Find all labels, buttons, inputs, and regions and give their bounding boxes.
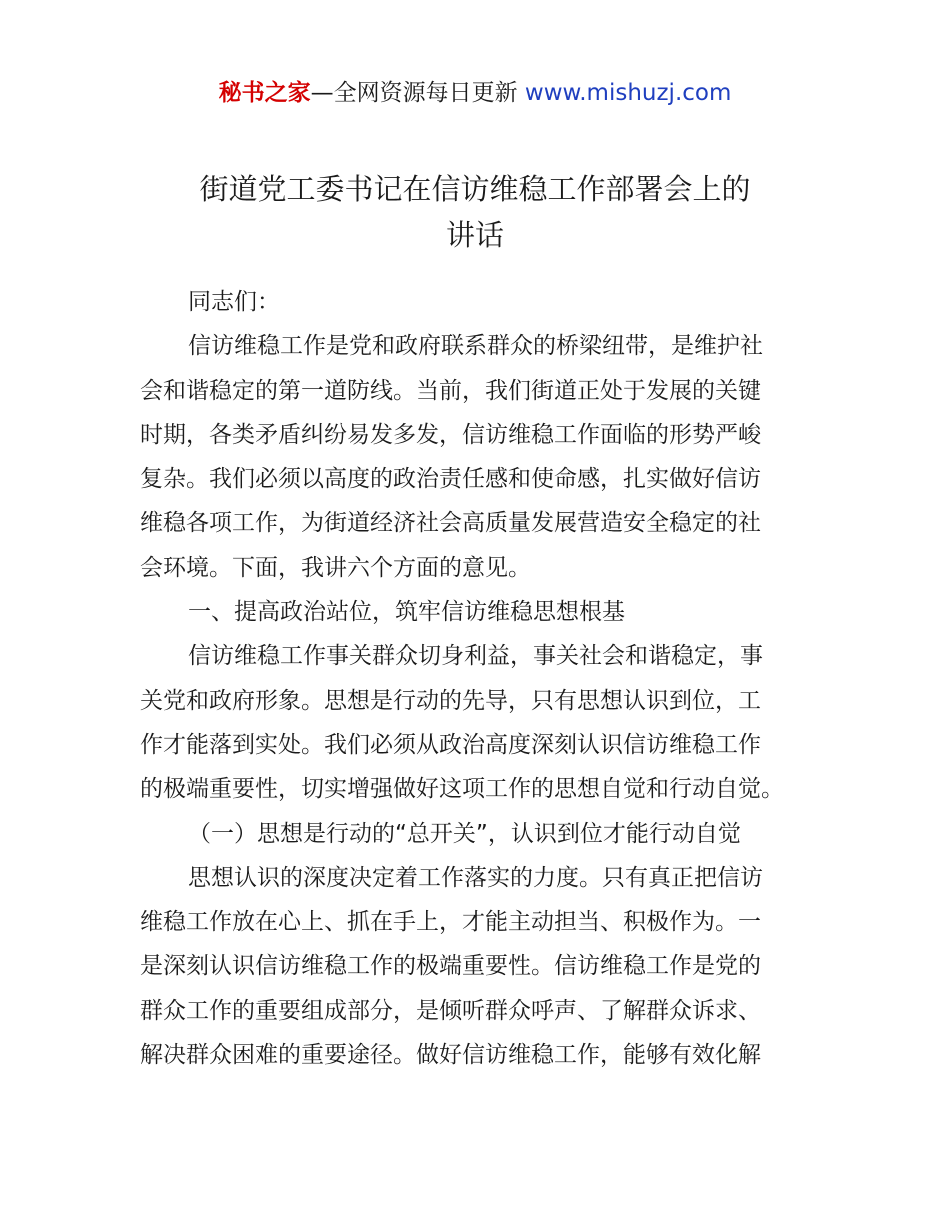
document-title <box>140 166 810 258</box>
body-line: 信访维稳工作是党和政府联系群众的桥梁纽带，是维护社 <box>188 333 763 360</box>
body-line: 是深刻认识信访维稳工作的极端重要性。信访维稳工作是党的 <box>140 953 761 980</box>
body-line: 群众工作的重要组成部分，是倾听群众呼声、了解群众诉求、 <box>140 997 761 1024</box>
body-line: 思想认识的深度决定着工作落实的力度。只有真正把信访 <box>188 864 763 891</box>
body-line: 信访维稳工作事关群众切身利益，事关社会和谐稳定，事 <box>188 643 763 670</box>
site-url-link[interactable]: www.mishuzj.com <box>524 80 732 106</box>
document-body <box>140 280 812 1077</box>
body-line: 关党和政府形象。思想是行动的先导，只有思想认识到位，工 <box>140 687 761 714</box>
section-heading: 一、提高政治站位，筑牢信访维稳思想根基 <box>188 599 625 626</box>
salutation: 同志们： <box>188 289 280 315</box>
body-line: 作才能落到实处。我们必须从政治高度深刻认识信访维稳工作 <box>140 731 761 758</box>
body-line: 维稳各项工作，为街道经济社会高质量发展营造安全稳定的社 <box>140 510 761 537</box>
body-line: 会和谐稳定的第一道防线。当前，我们街道正处于发展的关键 <box>140 377 761 404</box>
title-line: 街道党工委书记在信访维稳工作部署会上的 <box>199 172 751 206</box>
title-line: 讲话 <box>445 218 504 252</box>
site-brand: 秘书之家 <box>218 80 311 106</box>
body-line: 维稳工作放在心上、抓在手上，才能主动担当、积极作为。一 <box>140 909 761 936</box>
subsection-heading: （一）思想是行动的“总开关”，认识到位才能行动自觉 <box>188 820 741 847</box>
site-header <box>0 76 950 110</box>
body-line: 复杂。我们必须以高度的政治责任感和使命感，扎实做好信访 <box>140 466 761 493</box>
site-slogan: —全网资源每日更新 <box>310 80 525 106</box>
body-line: 解决群众困难的重要途径。做好信访维稳工作，能够有效化解 <box>140 1042 761 1069</box>
body-line: 时期，各类矛盾纠纷易发多发，信访维稳工作面临的形势严峻 <box>140 421 761 448</box>
body-line: 的极端重要性，切实增强做好这项工作的思想自觉和行动自觉。 <box>140 776 784 803</box>
body-line: 会环境。下面，我讲六个方面的意见。 <box>140 554 531 581</box>
